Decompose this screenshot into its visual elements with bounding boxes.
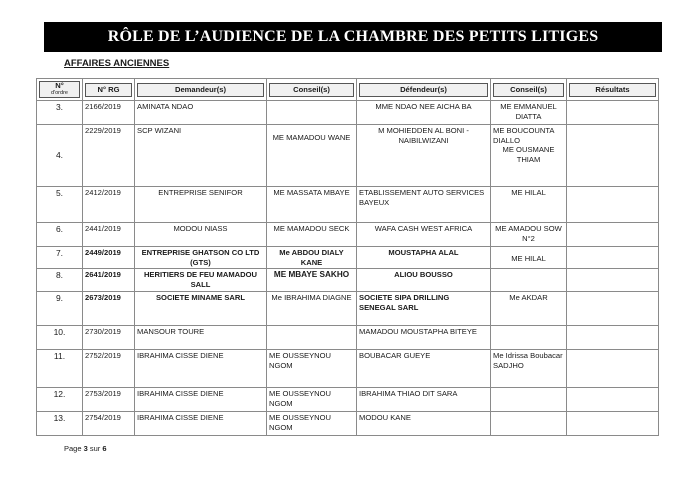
row-resultats bbox=[567, 101, 659, 125]
page-total: 6 bbox=[102, 444, 107, 453]
col-header-conseil-demandeur: Conseil(s) bbox=[267, 79, 357, 101]
row-defendeur: WAFA CASH WEST AFRICA bbox=[357, 223, 491, 247]
table-header-row bbox=[37, 79, 659, 101]
row-demandeur: HERITIERS DE FEU MAMADOU SALL bbox=[135, 269, 267, 291]
row-demandeur: MODOU NIASS bbox=[135, 223, 267, 247]
row-defendeur: MAMADOU MOUSTAPHA BITEYE bbox=[357, 325, 491, 349]
row-defendeur: BOUBACAR GUEYE bbox=[357, 349, 491, 387]
row-conseil-defendeur: ME AMADOU SOW N°2 bbox=[491, 223, 567, 247]
row-conseil-demandeur: ME MAMADOU WANE bbox=[267, 125, 357, 187]
row-conseil-demandeur: ME OUSSEYNOU NGOM bbox=[267, 387, 357, 411]
row-resultats bbox=[567, 411, 659, 435]
row-number: 9. bbox=[37, 291, 83, 325]
row-conseil-defendeur bbox=[491, 387, 567, 411]
row-defendeur: IBRAHIMA THIAO DIT SARA bbox=[357, 387, 491, 411]
row-number: 4. bbox=[37, 125, 83, 187]
row-rg: 2754/2019 bbox=[83, 411, 135, 435]
page-label: Page bbox=[64, 444, 82, 453]
row-resultats bbox=[567, 269, 659, 291]
row-resultats bbox=[567, 349, 659, 387]
row-number: 8. bbox=[37, 269, 83, 291]
row-defendeur: MME NDAO NEE AICHA BA bbox=[357, 101, 491, 125]
row-conseil-demandeur bbox=[267, 101, 357, 125]
row-number: 3. bbox=[37, 101, 83, 125]
col-header-defendeur: Défendeur(s) bbox=[357, 79, 491, 101]
row-rg: 2229/2019 bbox=[83, 125, 135, 187]
table-row bbox=[37, 291, 659, 325]
row-conseil-defendeur: Me AKDAR bbox=[491, 291, 567, 325]
page-title: RÔLE DE L’AUDIENCE DE LA CHAMBRE DES PETITS LITIGES bbox=[44, 22, 662, 52]
row-rg: 2412/2019 bbox=[83, 187, 135, 223]
row-number: 7. bbox=[37, 247, 83, 269]
row-rg: 2730/2019 bbox=[83, 325, 135, 349]
row-defendeur: ALIOU BOUSSO bbox=[357, 269, 491, 291]
row-demandeur: IBRAHIMA CISSE DIENE bbox=[135, 349, 267, 387]
row-demandeur: ENTREPRISE SENIFOR bbox=[135, 187, 267, 223]
col-header-ordre: N° d'ordre bbox=[37, 79, 83, 101]
row-rg: 2752/2019 bbox=[83, 349, 135, 387]
table-row bbox=[37, 325, 659, 349]
row-demandeur: MANSOUR TOURE bbox=[135, 325, 267, 349]
row-conseil-demandeur: ME OUSSEYNOU NGOM bbox=[267, 349, 357, 387]
row-number: 11. bbox=[37, 349, 83, 387]
row-resultats bbox=[567, 387, 659, 411]
table-row bbox=[37, 101, 659, 125]
row-number: 6. bbox=[37, 223, 83, 247]
row-resultats bbox=[567, 223, 659, 247]
col-header-rg: N° RG bbox=[83, 79, 135, 101]
row-number: 10. bbox=[37, 325, 83, 349]
row-defendeur: MODOU KANE bbox=[357, 411, 491, 435]
row-rg: 2641/2019 bbox=[83, 269, 135, 291]
col-header-conseil-defendeur: Conseil(s) bbox=[491, 79, 567, 101]
row-conseil-demandeur: ME MBAYE SAKHO bbox=[267, 269, 357, 291]
table-row bbox=[37, 411, 659, 435]
table-row bbox=[37, 349, 659, 387]
col-header-demandeur: Demandeur(s) bbox=[135, 79, 267, 101]
row-demandeur: IBRAHIMA CISSE DIENE bbox=[135, 387, 267, 411]
page-separator: sur bbox=[89, 444, 101, 453]
row-resultats bbox=[567, 291, 659, 325]
table-row bbox=[37, 387, 659, 411]
hearing-roll-table bbox=[36, 78, 659, 436]
table-row bbox=[37, 125, 659, 187]
row-rg: 2753/2019 bbox=[83, 387, 135, 411]
row-resultats bbox=[567, 325, 659, 349]
row-conseil-demandeur: ME OUSSEYNOU NGOM bbox=[267, 411, 357, 435]
row-conseil-defendeur bbox=[491, 269, 567, 291]
row-conseil-defendeur: Me Idrissa Boubacar SADJHO bbox=[491, 349, 567, 387]
row-conseil-defendeur: ME EMMANUEL DIATTA bbox=[491, 101, 567, 125]
table-row bbox=[37, 187, 659, 223]
page-current: 3 bbox=[83, 444, 88, 453]
row-number: 5. bbox=[37, 187, 83, 223]
row-defendeur: MOUSTAPHA ALAL bbox=[357, 247, 491, 269]
row-conseil-demandeur: ME MASSATA MBAYE bbox=[267, 187, 357, 223]
row-demandeur: SOCIETE MINAME SARL bbox=[135, 291, 267, 325]
row-conseil-defendeur: ME HILAL bbox=[491, 247, 567, 269]
row-conseil-defendeur bbox=[491, 411, 567, 435]
row-defendeur: SOCIETE SIPA DRILLING SENEGAL SARL bbox=[357, 291, 491, 325]
row-resultats bbox=[567, 247, 659, 269]
page-number bbox=[64, 444, 107, 453]
row-conseil-defendeur bbox=[491, 125, 567, 187]
row-rg: 2673/2019 bbox=[83, 291, 135, 325]
row-resultats bbox=[567, 187, 659, 223]
row-rg: 2166/2019 bbox=[83, 101, 135, 125]
row-number: 13. bbox=[37, 411, 83, 435]
row-demandeur: ENTREPRISE GHATSON CO LTD (GTS) bbox=[135, 247, 267, 269]
table-row bbox=[37, 247, 659, 269]
table-row bbox=[37, 223, 659, 247]
row-resultats bbox=[567, 125, 659, 187]
row-conseil-demandeur bbox=[267, 325, 357, 349]
row-number: 12. bbox=[37, 387, 83, 411]
row-demandeur: AMINATA NDAO bbox=[135, 101, 267, 125]
row-demandeur: SCP WIZANI bbox=[135, 125, 267, 187]
row-demandeur: IBRAHIMA CISSE DIENE bbox=[135, 411, 267, 435]
row-conseil-defendeur: ME HILAL bbox=[491, 187, 567, 223]
row-conseil-demandeur: ME MAMADOU SECK bbox=[267, 223, 357, 247]
row-defendeur: ETABLISSEMENT AUTO SERVICES BAYEUX bbox=[357, 187, 491, 223]
row-rg: 2441/2019 bbox=[83, 223, 135, 247]
table-row bbox=[37, 269, 659, 291]
col-header-resultats: Résultats bbox=[567, 79, 659, 101]
section-title: AFFAIRES ANCIENNES bbox=[64, 58, 170, 69]
row-defendeur: M MOHIEDDEN AL BONI - NAIBILWIZANI bbox=[357, 125, 491, 187]
row-conseil-defendeur bbox=[491, 325, 567, 349]
row-conseil-demandeur: Me IBRAHIMA DIAGNE bbox=[267, 291, 357, 325]
row-conseil-demandeur: Me ABDOU DIALY KANE bbox=[267, 247, 357, 269]
row-rg: 2449/2019 bbox=[83, 247, 135, 269]
conseil-entry: ME BOUCOUNTA DIALLO bbox=[493, 126, 555, 145]
conseil-entry: ME OUSMANE THIAM bbox=[502, 145, 555, 165]
